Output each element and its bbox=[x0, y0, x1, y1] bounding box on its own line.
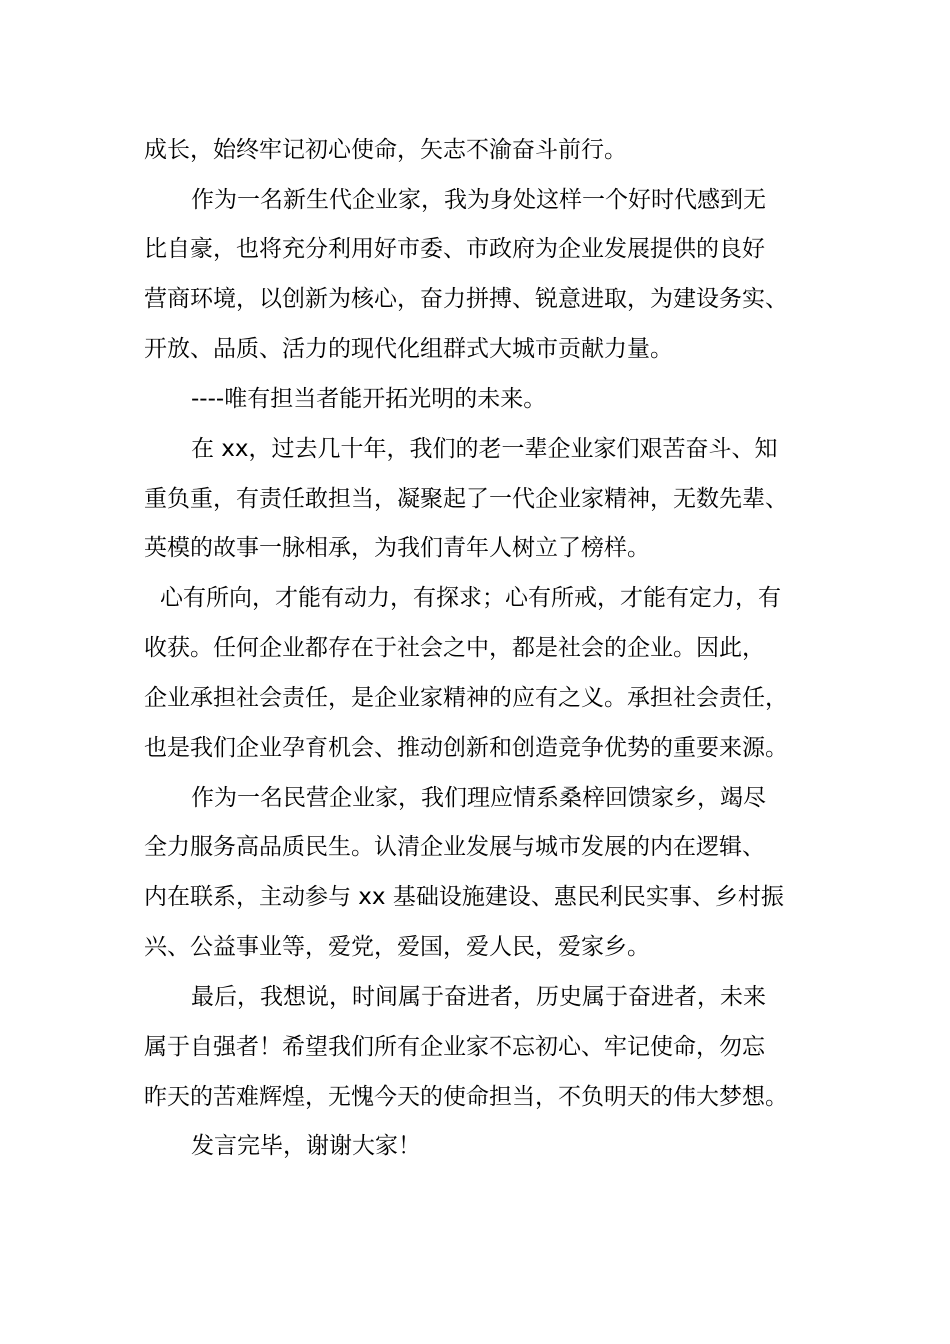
text-line: 企业承担社会责任，是企业家精神的应有之义。承担社会责任， bbox=[144, 685, 788, 711]
text-line: 也是我们企业孕育机会、推动创新和创造竞争优势的重要来源。 bbox=[144, 735, 788, 761]
text-line: 英模的故事一脉相承，为我们青年人树立了榜样。 bbox=[144, 535, 650, 561]
paragraph-first-line: 作为一名新生代企业家，我为身处这样一个好时代感到无 bbox=[191, 187, 766, 213]
text-line: 收获。任何企业都存在于社会之中，都是社会的企业。因此， bbox=[144, 635, 765, 661]
text-line: 营商环境，以创新为核心，奋力拼搏、锐意进取，为建设务实、 bbox=[144, 286, 788, 312]
paragraph-first-line: 心有所向，才能有动力，有探求；心有所戒，才能有定力，有 bbox=[160, 585, 781, 611]
text-line: 比自豪，也将充分利用好市委、市政府为企业发展提供的良好 bbox=[144, 236, 765, 262]
paragraph-first-line: 最后，我想说，时间属于奋进者，历史属于奋进者，未来 bbox=[191, 984, 766, 1010]
paragraph-first-line: 作为一名民营企业家，我们理应情系桑梓回馈家乡，竭尽 bbox=[191, 785, 766, 811]
text-line: 昨天的苦难辉煌，无愧今天的使命担当，不负明天的伟大梦想。 bbox=[144, 1084, 788, 1110]
paragraph-first-line: 在 xx，过去几十年，我们的老一辈企业家们艰苦奋斗、知 bbox=[191, 436, 778, 462]
section-heading: ----唯有担当者能开拓光明的未来。 bbox=[191, 386, 547, 412]
text-line: 成长，始终牢记初心使命，矢志不渝奋斗前行。 bbox=[144, 137, 627, 163]
text-line: 重负重，有责任敢担当，凝聚起了一代企业家精神，无数先辈、 bbox=[144, 486, 788, 512]
text-line: 全力服务高品质民生。认清企业发展与城市发展的内在逻辑、 bbox=[144, 834, 765, 860]
text-line: 兴、公益事业等，爱党，爱国，爱人民，爱家乡。 bbox=[144, 934, 650, 960]
text-line: 开放、品质、活力的现代化组群式大城市贡献力量。 bbox=[144, 336, 673, 362]
closing-line: 发言完毕，谢谢大家！ bbox=[191, 1133, 421, 1159]
text-line: 内在联系，主动参与 xx 基础设施建设、惠民利民实事、乡村振 bbox=[144, 884, 784, 910]
text-line: 属于自强者！希望我们所有企业家不忘初心、牢记使命，勿忘 bbox=[144, 1034, 765, 1060]
